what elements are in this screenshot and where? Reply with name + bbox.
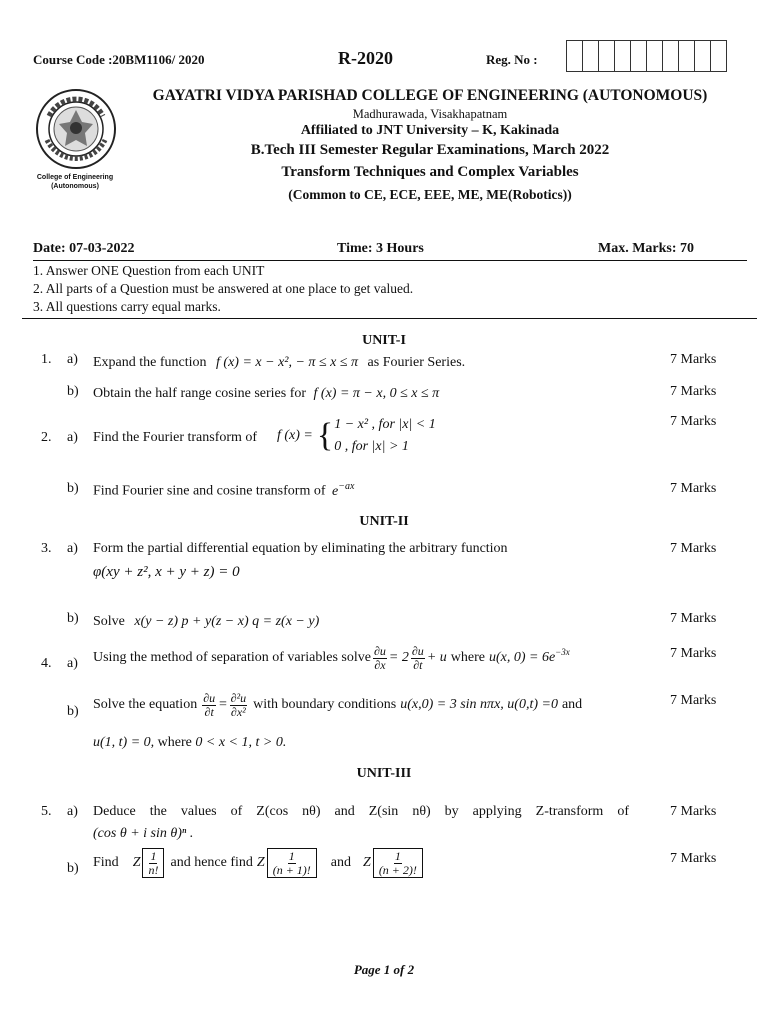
question-part: a)	[67, 541, 78, 556]
college-location: Madhurawada, Visakhapatnam	[352, 107, 508, 121]
question-text: Obtain the half range cosine series for f (x) = π − x, 0 ≤ x ≤ π	[93, 386, 440, 401]
marks: 7 Marks	[670, 611, 717, 626]
question-number: 2.	[41, 430, 52, 445]
question-text: Find Z $\frac{1}{n!}$ and hence find Z $\frac{1}{(n + 1)!}$ and Z $\frac{1}{(n + 2)!}$	[93, 848, 425, 878]
question-part: b)	[67, 611, 79, 626]
question-text: Solve x(y − z) p + y(z − x) q = z(x − y)	[93, 614, 320, 629]
question-text: Form the partial differential equation by eliminating the arbitrary function	[93, 541, 508, 556]
exam-title: B.Tech III Semester Regular Examinations, March 2022	[250, 142, 610, 158]
question-text-continued: u(1, t) = 0, where 0 < x < 1, t > 0.	[93, 735, 287, 750]
unit-heading: UNIT-I	[362, 333, 406, 348]
question-number: 3.	[41, 541, 52, 556]
instructions: 1. Answer ONE Question from each UNIT 2. All parts of a Question must be answered at one place to get valued. 3. All questions carry equal marks.	[33, 263, 414, 314]
question-math: (cos θ + i sin θ)ⁿ .	[93, 826, 194, 841]
question-text: Using the method of separation of variables solve $\frac{\partial u}{\partial x}$ = 2 $\frac{\partial u}{\partial t}$ + u where u(x, 0) = 6e $^{-3x}$	[93, 644, 570, 672]
logo-caption: College of Engineering (Autonomous)	[36, 174, 114, 190]
question-text: Find Fourier sine and cosine transform of $e^{-ax}$	[93, 481, 355, 499]
question-part: a)	[67, 656, 78, 671]
marks: 7 Marks	[670, 851, 717, 866]
question-part: b)	[67, 861, 79, 876]
question-text: Deduce the values of Z(cos nθ) and Z(sin nθ) by applying Z-transform of	[93, 804, 629, 819]
reg-no-label: Reg. No :	[486, 52, 538, 67]
marks: 7 Marks	[670, 414, 717, 429]
course-code: Course Code :20BM1106/ 2020	[33, 52, 205, 67]
marks: 7 Marks	[670, 384, 717, 399]
max-marks: Max. Marks: 70	[598, 241, 695, 256]
question-part: b)	[67, 704, 79, 719]
question-number: 4.	[41, 656, 52, 671]
affiliation: Affiliated to JNT University – K, Kakinada	[300, 123, 560, 138]
regulation: R-2020	[338, 48, 393, 68]
seal-icon	[35, 88, 117, 170]
unit-heading: UNIT-III	[356, 766, 412, 781]
common-branches: (Common to CE, ECE, EEE, ME, ME(Robotics))	[288, 187, 572, 202]
marks: 7 Marks	[670, 804, 717, 819]
exam-date: Date: 07-03-2022	[33, 241, 135, 256]
question-text: Expand the function f (x) = x − x², − π ≤ x ≤ π as Fourier Series.	[93, 355, 466, 370]
marks: 7 Marks	[670, 693, 717, 708]
marks: 7 Marks	[670, 481, 717, 496]
marks: 7 Marks	[670, 352, 717, 367]
question-part: b)	[67, 481, 79, 496]
question-part: a)	[67, 804, 78, 819]
marks: 7 Marks	[670, 646, 717, 661]
college-name: GAYATRI VIDYA PARISHAD COLLEGE OF ENGINEERING (AUTONOMOUS)	[152, 87, 708, 104]
question-number: 1.	[41, 352, 52, 367]
divider	[33, 260, 747, 261]
exam-time: Time: 3 Hours	[337, 241, 424, 256]
reg-no-boxes	[566, 40, 727, 72]
question-part: b)	[67, 384, 79, 399]
college-logo	[35, 88, 117, 170]
subject-title: Transform Techniques and Complex Variables	[281, 164, 579, 180]
piecewise-function: f (x) = { 1 − x² , for |x| < 1 0 , for |x| > 1	[277, 417, 436, 454]
marks: 7 Marks	[670, 541, 717, 556]
question-text: Find the Fourier transform of	[93, 430, 258, 445]
question-part: a)	[67, 352, 78, 367]
question-number: 5.	[41, 804, 52, 819]
question-part: a)	[67, 430, 78, 445]
question-math: φ(xy + z², x + y + z) = 0	[93, 564, 240, 580]
divider	[22, 318, 757, 319]
unit-heading: UNIT-II	[359, 514, 409, 529]
question-text: Solve the equation $\frac{\partial u}{\partial t}$ = $\frac{\text{∂²u}}{\text{∂x²}}$ with boundary conditions u(x,0) = 3 sin nπx, u(0,t) =0 and	[93, 691, 583, 719]
page-number: Page 1 of 2	[353, 962, 415, 977]
